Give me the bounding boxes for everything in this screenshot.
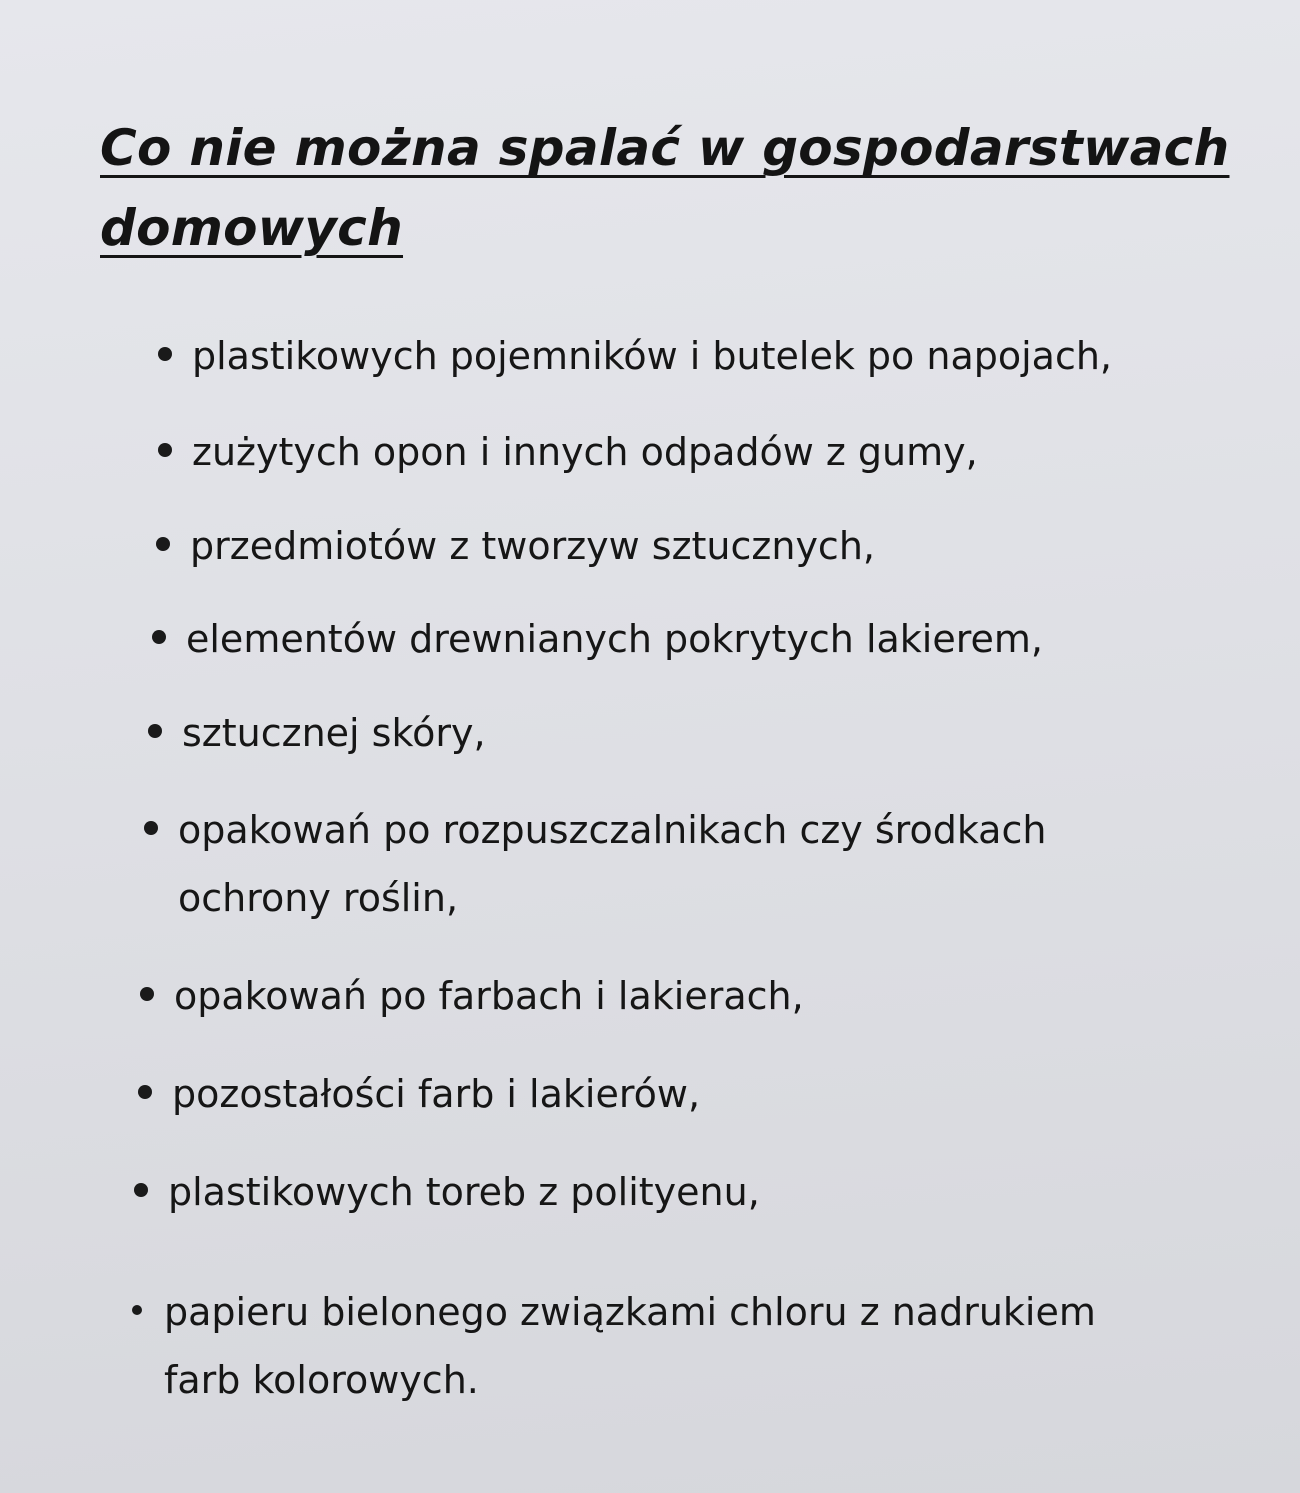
list-item: [168, 1158, 760, 1226]
list-item-text: sztucznej skóry,: [182, 711, 486, 755]
list-item: [186, 605, 1043, 673]
list-item-text: elementów drewnianych pokrytych lakierem,: [186, 617, 1044, 661]
list-item-text-line-2: ochrony roślin,: [178, 876, 459, 920]
bullet-icon: [148, 724, 162, 738]
list-item-text: opakowań po farbach i lakierach,: [174, 974, 804, 1018]
list-item-text: plastikowych toreb z polityenu,: [168, 1170, 760, 1214]
list-item: [182, 699, 486, 767]
list-item-text-line-2: farb kolorowych.: [164, 1358, 479, 1402]
list-item-text: pozostałości farb i lakierów,: [172, 1072, 701, 1116]
bullet-icon: [138, 1085, 152, 1099]
bullet-icon: [140, 987, 154, 1001]
list-item: [192, 322, 1112, 390]
list-item-text-line-1: papieru bielonego związkami chloru z nadrukiem: [164, 1290, 1096, 1334]
bullet-icon: [134, 1183, 148, 1197]
list-item: [178, 796, 1046, 932]
bullet-icon: [158, 347, 172, 361]
list-item-text: przedmiotów z tworzyw sztucznych,: [190, 524, 875, 568]
bullet-icon: [144, 821, 158, 835]
bullet-icon: [152, 630, 166, 644]
list-item: [192, 418, 978, 486]
list-item: [174, 962, 804, 1030]
document-title: Co nie można spalać w gospodarstwach domowych: [100, 119, 1230, 257]
list-item: [190, 512, 875, 580]
list-item: [172, 1060, 700, 1128]
list-item-text: zużytych opon i innych odpadów z gumy,: [192, 430, 978, 474]
bullet-icon: [156, 537, 170, 551]
list-item: [164, 1278, 1096, 1414]
list-item-text-line-1: opakowań po rozpuszczalnikach czy środkach: [178, 808, 1047, 852]
list-item-text: plastikowych pojemników i butelek po napojach,: [192, 334, 1112, 378]
bullet-icon: [132, 1305, 142, 1315]
bullet-icon: [158, 443, 172, 457]
